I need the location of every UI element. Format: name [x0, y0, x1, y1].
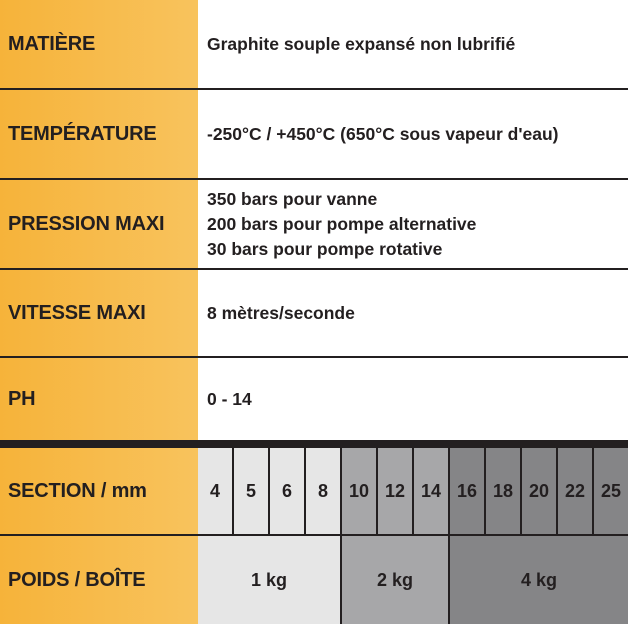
value-pression: [198, 180, 628, 268]
section-cell: 18: [486, 448, 522, 534]
label-pression: PRESSION MAXI: [0, 180, 198, 268]
value-line: 200 bars pour pompe alternative: [207, 213, 477, 234]
poids-cell: 1 kg: [198, 536, 342, 624]
value-temperature: [198, 90, 628, 178]
row-ph: [0, 358, 628, 440]
row-poids: [0, 536, 628, 624]
section-cell: 6: [270, 448, 306, 534]
row-vitesse: [0, 270, 628, 356]
label-ph: PH: [0, 358, 198, 440]
value-line: 8 mètres/seconde: [207, 302, 355, 323]
section-cell: 4: [198, 448, 234, 534]
value-ph: [198, 358, 628, 440]
label-poids: POIDS / BOÎTE: [0, 536, 198, 624]
row-section: [0, 448, 628, 534]
section-cell: 12: [378, 448, 414, 534]
section-cell: 16: [450, 448, 486, 534]
poids-cells: [198, 536, 628, 624]
section-cell: 25: [594, 448, 628, 534]
row-matiere: [0, 0, 628, 88]
poids-cell: 4 kg: [450, 536, 628, 624]
value-line: -250°C / +450°C (650°C sous vapeur d'eau): [207, 123, 559, 144]
section-cell: 5: [234, 448, 270, 534]
value-line: 350 bars pour vanne: [207, 188, 378, 209]
section-cells: [198, 448, 628, 534]
section-cell: 14: [414, 448, 450, 534]
label-matiere: MATIÈRE: [0, 0, 198, 88]
section-cell: 20: [522, 448, 558, 534]
section-cell: 22: [558, 448, 594, 534]
section-divider: [0, 440, 628, 448]
value-vitesse: [198, 270, 628, 356]
row-temperature: [0, 90, 628, 178]
section-cell: 10: [342, 448, 378, 534]
poids-cell: 2 kg: [342, 536, 450, 624]
value-line: 30 bars pour pompe rotative: [207, 238, 443, 259]
value-line: 0 - 14: [207, 388, 252, 409]
row-pression: [0, 180, 628, 268]
section-cell: 8: [306, 448, 342, 534]
value-line: Graphite souple expansé non lubrifié: [207, 33, 516, 54]
value-matiere: [198, 0, 628, 88]
label-vitesse: VITESSE MAXI: [0, 270, 198, 356]
label-temperature: TEMPÉRATURE: [0, 90, 198, 178]
label-section: SECTION / mm: [0, 448, 198, 534]
